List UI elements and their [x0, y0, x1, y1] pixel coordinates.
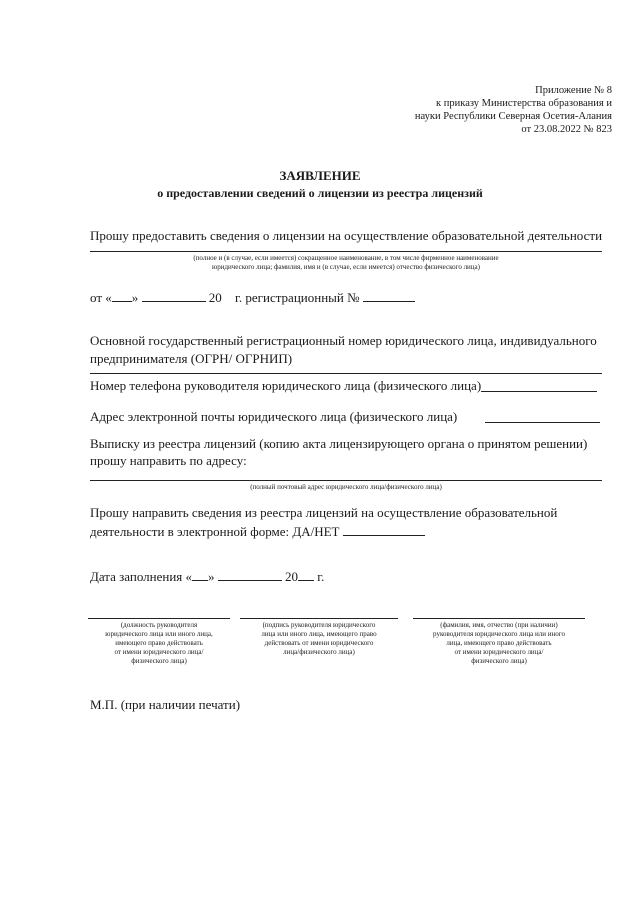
appendix-header: [352, 84, 612, 136]
ogrn-field[interactable]: [90, 373, 602, 374]
electronic-label-2: деятельности в электронной форме: ДА/НЕТ: [90, 523, 425, 540]
phone-field[interactable]: [481, 391, 597, 392]
fill-date-line: Дата заполнения « » 20 г.: [90, 569, 325, 584]
registration-number-field[interactable]: [363, 289, 415, 302]
license-month-field[interactable]: [142, 289, 206, 302]
appendix-line: от 23.08.2022 № 823: [521, 124, 612, 135]
request-text: Прошу предоставить сведения о лицензии на осуществление образовательной деятельности: [90, 228, 603, 243]
stamp-label: М.П. (при наличии печати): [90, 697, 241, 712]
document-subtitle: о предоставлении сведений о лицензии из реестра лицензий: [157, 186, 483, 200]
electronic-label-1: Прошу направить сведения из реестра лицензий на осуществление образовательной: [90, 505, 558, 520]
fill-month-field[interactable]: [218, 568, 282, 581]
ogrn-label-2: предпринимателя (ОГРН/ ОГРНИП): [90, 351, 293, 366]
appendix-line: к приказу Министерства образования и: [436, 98, 612, 109]
license-date-line: от « » 20 г. регистрационный №: [90, 289, 415, 306]
fill-day-field[interactable]: [192, 568, 208, 581]
organization-name-caption: (полное и (в случае, если имеется) сокращенное наименование, в том числе фирменное наименование юридического лица; фамилия, имя и (в случае, если имеется) отчество физического лица): [193, 254, 499, 271]
full-name-field[interactable]: [413, 618, 585, 619]
appendix-line: науки Республики Северная Осетия-Алания: [414, 111, 612, 122]
email-label: Адрес электронной почты юридического лица (физического лица): [90, 409, 458, 424]
organization-name-field[interactable]: [90, 251, 602, 252]
extract-label-1: Выписку из реестра лицензий (копию акта лицензирующего органа о принятом решении): [90, 436, 588, 451]
document-title: ЗАЯВЛЕНИЕ: [279, 168, 361, 183]
appendix-line: Приложение № 8: [535, 85, 612, 96]
email-field[interactable]: [485, 422, 600, 423]
ogrn-label-1: Основной государственный регистрационный номер юридического лица, индивидуального: [90, 333, 597, 348]
position-caption: (должность руководителя юридического лица или иного лица, имеющего право действовать от имени юридического лица/ физического лица): [105, 621, 213, 665]
phone-label: Номер телефона руководителя юридического лица (физического лица): [90, 378, 482, 393]
extract-label-2: прошу направить по адресу:: [90, 453, 247, 468]
fill-year-field[interactable]: [298, 568, 314, 581]
postal-address-field[interactable]: [90, 480, 602, 481]
signature-field[interactable]: [240, 618, 398, 619]
postal-address-caption: (полный почтовый адрес юридического лица/физического лица): [250, 483, 442, 491]
full-name-caption: (фамилия, имя, отчество (при наличии) руководителя юридического лица или иного лица, имеющего право действовать от имени юридического лица/ физического лица): [433, 621, 565, 665]
position-field[interactable]: [88, 618, 230, 619]
electronic-choice-field[interactable]: [343, 523, 425, 536]
license-day-field[interactable]: [112, 289, 132, 302]
signature-caption: (подпись руководителя юридического лица или иного лица, имеющего право действовать от имени юридического лица/физического лица): [261, 621, 377, 656]
